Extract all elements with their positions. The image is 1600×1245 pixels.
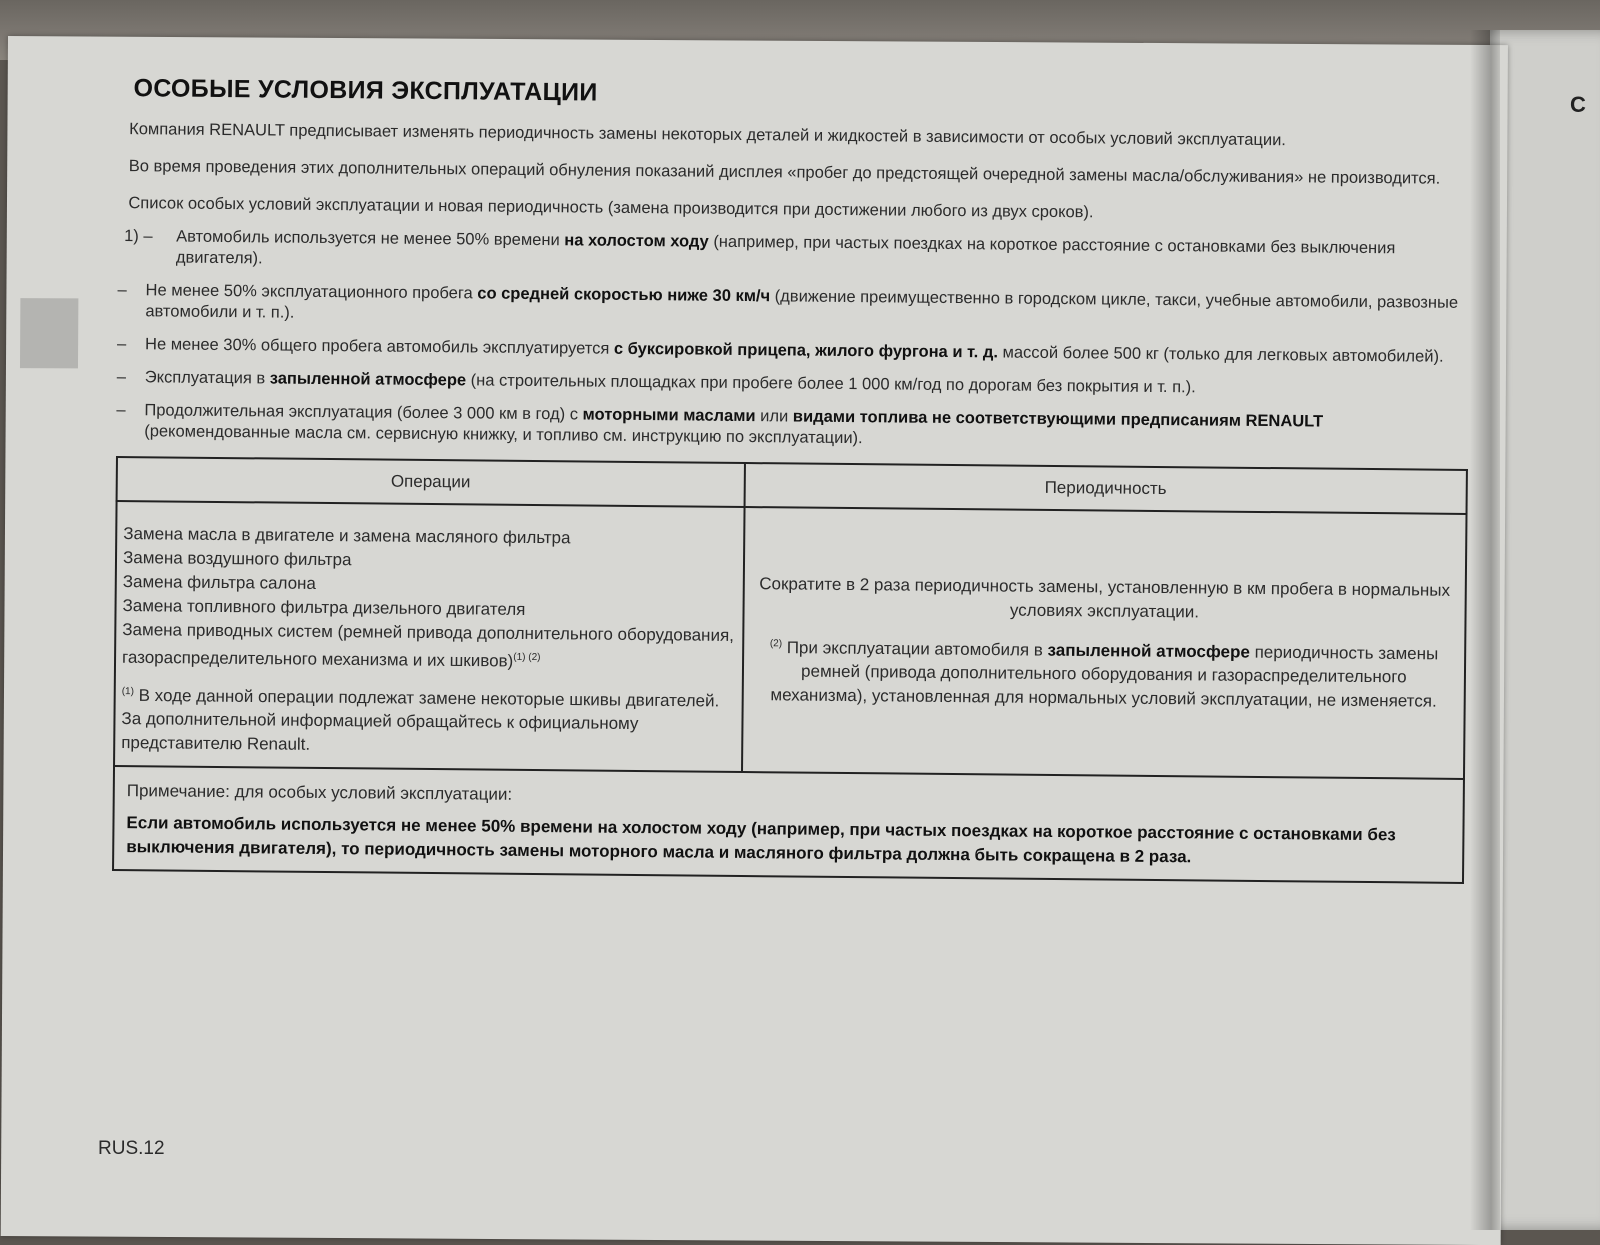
condition-item <box>117 280 1472 335</box>
condition-item <box>117 367 1472 401</box>
periodicity-note <box>753 632 1454 714</box>
condition-text: Не менее 50% эксплуатационного пробега <box>145 281 478 303</box>
footnote-marker: (2) <box>769 638 783 650</box>
intro-paragraph: Список особых условий эксплуатации и новая периодичность (замена производится при достижении любого из двух сроков). <box>128 194 1094 222</box>
intro-paragraph: Во время проведения этих дополнительных операций обнуления показаний дисплея «пробег до предстоящей очередной замены масла/обслуживания» не производится. <box>128 157 1441 188</box>
periodicity-note-text: При эксплуатации автомобиля в <box>781 637 1048 660</box>
section-edge-tab <box>20 298 78 368</box>
operation-item: Замена воздушного фильтра <box>122 548 352 570</box>
condition-text: Продолжительная эксплуатация (более 3 000 км в год) с <box>144 401 583 424</box>
list-marker: – <box>116 400 126 420</box>
condition-item <box>117 334 1472 368</box>
condition-emphasis: моторными маслами <box>582 405 756 426</box>
condition-text: Не менее 30% общего пробега автомобиль эксплуатируется <box>144 335 615 358</box>
column-header-periodicity: Периодичность <box>744 463 1467 514</box>
list-marker: 1) – <box>124 227 153 246</box>
right-page-fragment: С <box>1570 92 1586 117</box>
periodicity-cell <box>742 507 1467 779</box>
list-marker: – <box>116 367 127 387</box>
condition-text: (движение преимущественно в городском цикле, такси, учебные автомобили, развозные автомобили и т. п.). <box>145 287 1459 322</box>
operations-cell <box>114 501 744 772</box>
operation-item: Замена топливного фильтра дизельного двигателя <box>122 596 526 619</box>
condition-text: массой более 500 кг (только для легковых автомобилей). <box>997 343 1444 366</box>
column-header-operations: Операции <box>117 457 745 507</box>
condition-emphasis: с буксировкой прицепа, жилого фургона и т. д. <box>613 339 999 362</box>
condition-text: (на строительных площадках при пробеге более 1 000 км/год по дорогам без покрытия и т. п.). <box>466 371 1196 397</box>
condition-text: Эксплуатация в <box>144 368 270 388</box>
operations-footnote <box>121 680 735 762</box>
list-marker: – <box>116 334 127 354</box>
page-number: RUS.12 <box>98 1138 165 1159</box>
note-body: Если автомобиль используется не менее 50% времени на холостом ходу (например, при частых поездках на короткое расстояние с остановками без выключения двигателя), то периодичность замены моторного масла и масляного фильтра должна быть сокращена в 2 раза. <box>126 813 1396 867</box>
table-note-row <box>113 766 1464 883</box>
conditions-list <box>116 226 1473 455</box>
condition-emphasis: на холостом ходу <box>564 231 709 251</box>
condition-text: Автомобиль используется не менее 50% времени <box>176 227 565 250</box>
page-title: ОСОБЫЕ УСЛОВИЯ ЭКСПЛУАТАЦИИ <box>133 74 598 107</box>
list-marker: – <box>117 280 127 300</box>
condition-text: (например, при частых поездках на короткое расстояние с остановками без выключения двигателя). <box>175 232 1396 268</box>
periodicity-note-emphasis: запыленной атмосфере <box>1047 640 1250 662</box>
operation-item: Замена масла в двигателе и замена масляного фильтра <box>123 524 571 548</box>
condition-item <box>116 400 1471 455</box>
condition-emphasis: видами топлива не соответствующими предписаниям RENAULT <box>792 407 1324 431</box>
footnote-text: В ходе данной операции подлежат замене некоторые шкивы двигателей. За дополнительной информацией обращайтесь к официальному представителю Renault. <box>121 685 720 755</box>
footnote-ref: (1) (2) <box>513 651 541 664</box>
condition-emphasis: запыленной атмосфере <box>269 369 467 390</box>
operation-item: Замена фильтра салона <box>122 572 317 593</box>
note-label: Примечание: для особых условий эксплуатации: <box>126 781 513 805</box>
footnote-marker: (1) <box>121 685 135 697</box>
note-cell <box>113 766 1464 883</box>
maintenance-table <box>112 456 1468 884</box>
periodicity-main: Сократите в 2 раза периодичность замены, установленную в км пробега в нормальных условиях эксплуатации. <box>759 573 1451 622</box>
table-row <box>114 501 1466 779</box>
page-content <box>112 40 1475 884</box>
condition-text: или <box>755 407 793 426</box>
intro-paragraph: Компания RENAULT предписывает изменять периодичность замены некоторых деталей и жидкостей в зависимости от особых условий эксплуатации. <box>129 120 1287 150</box>
condition-item <box>118 226 1473 281</box>
book-gutter-shadow <box>1470 30 1500 1230</box>
operation-item-with-note <box>122 618 736 676</box>
condition-text: (рекомендованные масла см. сервисную книжку, и топливо см. инструкцию по эксплуатации). <box>144 422 863 448</box>
operation-item: Замена приводных систем (ремней привода дополнительного оборудования, газораспределительного механизма и их шкивов) <box>121 620 735 671</box>
periodicity-note-text: периодичность замены ремней (привода дополнительного оборудования и газораспределительного механизма), установленная для нормальных условий эксплуатации, не изменяется. <box>770 642 1439 712</box>
condition-emphasis: со средней скоростью ниже 30 км/ч <box>477 284 771 306</box>
